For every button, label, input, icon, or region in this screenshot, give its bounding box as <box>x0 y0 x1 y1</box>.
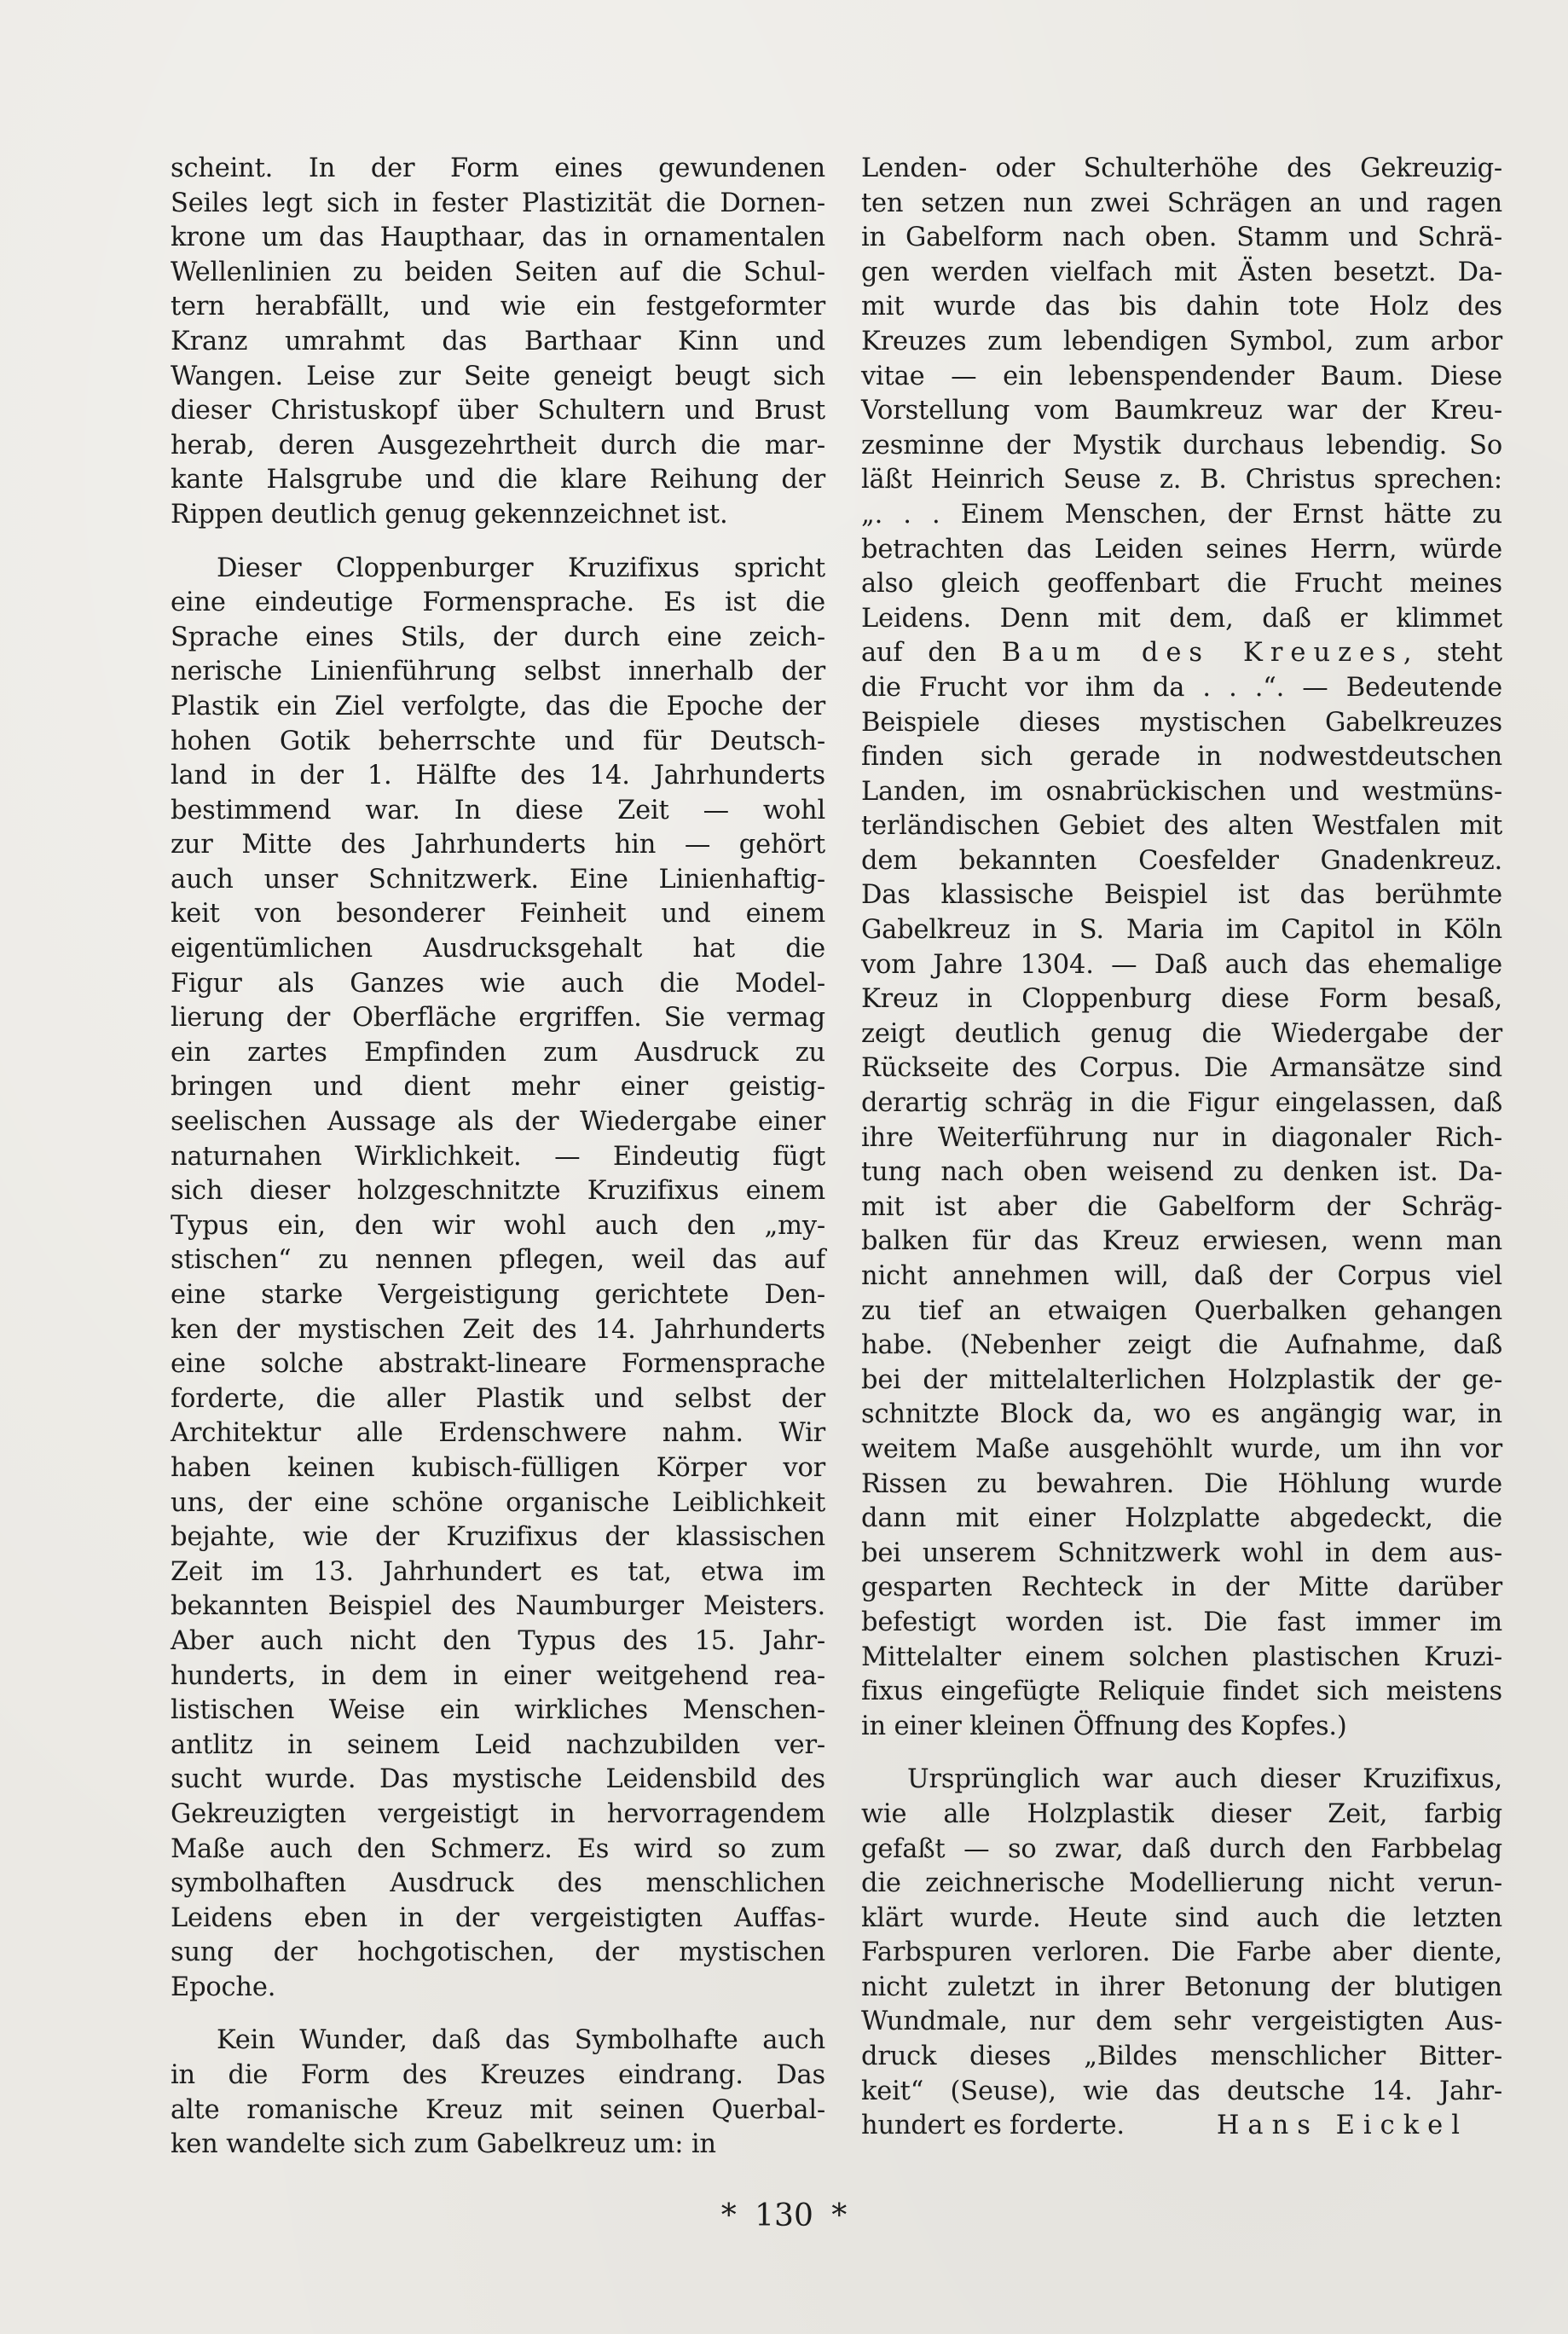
text-line: listischen Weise ein wirkliches Menschen- <box>171 1695 825 1726</box>
text-line: vom Jahre 1304. — Daß auch das ehemalige <box>861 949 1502 980</box>
text-line: bringen und dient mehr einer geistig- <box>171 1072 825 1103</box>
text-line: vitae — ein lebenspendender Baum. Diese <box>861 361 1502 391</box>
text-line: kante Halsgrube und die klare Reihung der <box>171 465 825 495</box>
text-line: nerische Linienführung selbst innerhalb der <box>171 657 825 687</box>
text-line: symbolhaften Ausdruck des menschlichen <box>171 1868 825 1899</box>
text-line: tern herabfällt, und wie ein festgeformter <box>171 292 825 322</box>
text-line: Landen, im osnabrückischen und westmüns- <box>861 776 1502 807</box>
text-line: druck dieses „Bildes menschlicher Bitter- <box>861 2042 1502 2072</box>
text-line: eine starke Vergeistigung gerichtete Den- <box>171 1280 825 1310</box>
text-line: schnitzte Block da, wo es angängig war, in <box>861 1399 1502 1430</box>
text-line: gefaßt — so zwar, daß durch den Farbbelag <box>861 1833 1502 1864</box>
text-line: also gleich geoffenbart die Frucht meines <box>861 569 1502 599</box>
text-line: Maße auch den Schmerz. Es wird so zum <box>171 1833 825 1864</box>
text-line: Gekreuzigten vergeistigt in hervorragendem <box>171 1798 825 1829</box>
text-line: weitem Maße ausgehöhlt wurde, um ihn vor <box>861 1433 1502 1464</box>
text-line: Rippen deutlich genug gekennzeichnet ist. <box>171 499 728 530</box>
text-line: seelischen Aussage als der Wiedergabe einer <box>171 1107 825 1138</box>
closing-line <box>861 2109 1502 2144</box>
text-line: die Frucht vor ihm da . . .“. — Bedeutende <box>861 672 1502 703</box>
text-line: mit wurde das bis dahin tote Holz des <box>861 292 1502 322</box>
text-line: dem bekannten Coesfelder Gnadenkreuz. <box>861 845 1502 876</box>
text-line: habe. (Nebenher zeigt die Aufnahme, daß <box>861 1330 1502 1361</box>
text-line: Wundmale, nur dem sehr vergeistigten Aus- <box>861 2007 1502 2037</box>
text-line: zur Mitte des Jahrhunderts hin — gehört <box>171 830 825 860</box>
paragraph <box>171 552 825 2006</box>
paragraph <box>861 1763 1502 2144</box>
text-line: „. . . Einem Menschen, der Ernst hätte zu <box>861 499 1502 530</box>
text-line: ken der mystischen Zeit des 14. Jahrhunderts <box>171 1314 825 1345</box>
text-line: befestigt worden ist. Die fast immer im <box>861 1607 1502 1637</box>
text-line: lierung der Oberfläche ergriffen. Sie vermag <box>171 1003 825 1034</box>
emphasized-text: Baum des Kreuzes <box>1001 638 1403 669</box>
text-line: mit ist aber die Gabelform der Schräg- <box>861 1191 1502 1222</box>
text-line: tung nach oben weisend zu denken ist. Da- <box>861 1157 1502 1188</box>
text-line: hohen Gotik beherrschte und für Deutsch- <box>171 726 825 756</box>
paragraph-gap <box>861 1744 1502 1763</box>
left-column <box>171 152 825 2163</box>
text-line: sich dieser holzgeschnitzte Kruzifixus einem <box>171 1176 825 1207</box>
text-line: Beispiele dieses mystischen Gabelkreuzes <box>861 707 1502 738</box>
text-line: eine solche abstrakt-lineare Formensprache <box>171 1349 825 1380</box>
text-line: Wangen. Leise zur Seite geneigt beugt sich <box>171 361 825 391</box>
text-line: derartig schräg in die Figur eingelassen, daß <box>861 1088 1502 1119</box>
text-line: Vorstellung vom Baumkreuz war der Kreu- <box>861 396 1502 426</box>
text-line: zesminne der Mystik durchaus lebendig. So <box>861 430 1502 460</box>
text-line: in Gabelform nach oben. Stamm und Schrä- <box>861 223 1502 253</box>
text-line: Kranz umrahmt das Barthaar Kinn und <box>171 326 825 356</box>
text-line: Rückseite des Corpus. Die Armansätze sind <box>861 1053 1502 1084</box>
text-line: eine eindeutige Formensprache. Es ist die <box>171 588 825 618</box>
text-line: Plastik ein Ziel verfolgte, das die Epoche der <box>171 691 825 721</box>
text-line: Lenden- oder Schulterhöhe des Gekreuzig- <box>861 153 1502 183</box>
text-line: Mittelalter einem solchen plastischen Kruzi- <box>861 1642 1502 1672</box>
text-line: keit“ (Seuse), wie das deutsche 14. Jahr- <box>861 2076 1502 2106</box>
text-line: nicht annehmen will, daß der Corpus viel <box>861 1261 1502 1291</box>
text-line: zu tief an etwaigen Querbalken gehangen <box>861 1295 1502 1326</box>
text-line: Rissen zu bewahren. Die Höhlung wurde <box>861 1468 1502 1499</box>
paragraph-gap <box>171 533 825 552</box>
text-line: in die Form des Kreuzes eindrang. Das <box>171 2060 825 2091</box>
text-line: antlitz in seinem Leid nachzubilden ver- <box>171 1729 825 1760</box>
text-line: bei der mittelalterlichen Holzplastik der ge- <box>861 1364 1502 1395</box>
author-signature: Hans Eickel <box>1216 2111 1468 2141</box>
text-line: finden sich gerade in nodwestdeutschen <box>861 742 1502 773</box>
text-line: Leidens eben in der vergeistigten Auffas- <box>171 1903 825 1933</box>
text-line: die zeichnerische Modellierung nicht verun- <box>861 1868 1502 1899</box>
paragraph <box>171 152 825 533</box>
text-line: gesparten Rechteck in der Mitte darüber <box>861 1572 1502 1603</box>
text-line: herab, deren Ausgezehrtheit durch die mar- <box>171 430 825 460</box>
text-line: hundert es forderte. <box>861 2111 1125 2141</box>
text-line: Epoche. <box>171 1972 276 2002</box>
text-line: ken wandelte sich zum Gabelkreuz um: in <box>171 2129 716 2160</box>
text-line: sucht wurde. Das mystische Leidensbild des <box>171 1764 825 1795</box>
text-line: Dieser Cloppenburger Kruzifixus spricht <box>217 553 825 583</box>
paragraph <box>171 2024 825 2162</box>
text-line: läßt Heinrich Seuse z. B. Christus sprechen: <box>861 465 1502 495</box>
page-number: * 130 * <box>720 2198 848 2233</box>
right-column <box>861 152 1502 2144</box>
text-line: bestimmend war. In diese Zeit — wohl <box>171 795 825 825</box>
text-line: ihre Weiterführung nur in diagonaler Rich- <box>861 1122 1502 1153</box>
text-line: bei unserem Schnitzwerk wohl in dem aus- <box>861 1538 1502 1568</box>
text-line: keit von besonderer Feinheit und einem <box>171 899 825 930</box>
text-line: terländischen Gebiet des alten Westfalen mit <box>861 811 1502 842</box>
text-line: dieser Christuskopf über Schultern und Brust <box>171 396 825 426</box>
text-line: nicht zuletzt in ihrer Betonung der blutigen <box>861 1972 1502 2002</box>
text-line: klärt wurde. Heute sind auch die letzten <box>861 1903 1502 1933</box>
text-line: haben keinen kubisch-fülligen Körper vor <box>171 1452 825 1483</box>
text-line: Sprache eines Stils, der durch eine zeich- <box>171 622 825 652</box>
text-line: ein zartes Empfinden zum Ausdruck zu <box>171 1037 825 1068</box>
text-line: scheint. In der Form eines gewundenen <box>171 153 825 183</box>
text-line: forderte, die aller Plastik und selbst der <box>171 1383 825 1414</box>
text-line: Gabelkreuz in S. Maria im Capitol in Köln <box>861 915 1502 946</box>
text-line: auch unser Schnitzwerk. Eine Linienhaftig- <box>171 864 825 895</box>
text-line: naturnahen Wirklichkeit. — Eindeutig fügt <box>171 1141 825 1172</box>
text-line: fixus eingefügte Reliquie findet sich meistens <box>861 1677 1502 1707</box>
text-line: Zeit im 13. Jahrhundert es tat, etwa im <box>171 1556 825 1587</box>
paragraph <box>861 152 1502 1744</box>
text-line: Kein Wunder, daß das Symbolhafte auch <box>217 2025 825 2056</box>
text-line: eigentümlichen Ausdrucksgehalt hat die <box>171 934 825 964</box>
text-line: dann mit einer Holzplatte abgedeckt, die <box>861 1503 1502 1534</box>
text-line: land in der 1. Hälfte des 14. Jahrhunderts <box>171 761 825 791</box>
text-line: bejahte, wie der Kruzifixus der klassischen <box>171 1522 825 1553</box>
text-line: Seiles legt sich in fester Plastizität die Dornen- <box>171 188 825 218</box>
text-line: zeigt deutlich genug die Wiedergabe der <box>861 1018 1502 1049</box>
text-line: Leidens. Denn mit dem, daß er klimmet <box>861 603 1502 634</box>
text-line: sung der hochgotischen, der mystischen <box>171 1937 825 1968</box>
text-line: Das klassische Beispiel ist das berühmte <box>861 880 1502 911</box>
text-line: bekannten Beispiel des Naumburger Meisters. <box>171 1591 825 1622</box>
text-line: Kreuz in Cloppenburg diese Form besaß, <box>861 984 1502 1015</box>
text-line: Aber auch nicht den Typus des 15. Jahr- <box>171 1625 825 1656</box>
text-line: in einer kleinen Öffnung des Kopfes.) <box>861 1711 1347 1741</box>
text-line: Kreuzes zum lebendigen Symbol, zum arbor <box>861 326 1502 356</box>
text-line: gen werden vielfach mit Ästen besetzt. Da- <box>861 257 1502 287</box>
text-line: balken für das Kreuz erwiesen, wenn man <box>861 1226 1502 1257</box>
text-line: wie alle Holzplastik dieser Zeit, farbig <box>861 1798 1502 1829</box>
text-line: Architektur alle Erdenschwere nahm. Wir <box>171 1418 825 1449</box>
paragraph-gap <box>171 2005 825 2024</box>
text-line: ten setzen nun zwei Schrägen an und ragen <box>861 188 1502 218</box>
text-line: alte romanische Kreuz mit seinen Querbal- <box>171 2094 825 2125</box>
text-line: betrachten das Leiden seines Herrn, würde <box>861 534 1502 565</box>
text-line: Ursprünglich war auch dieser Kruzifixus, <box>907 1764 1502 1795</box>
text-line: Figur als Ganzes wie auch die Model- <box>171 968 825 999</box>
text-line: auf den Baum des Kreuzes, steht <box>861 638 1502 669</box>
text-line: Typus ein, den wir wohl auch den „my- <box>171 1210 825 1241</box>
text-line: Farbspuren verloren. Die Farbe aber diente, <box>861 1937 1502 1968</box>
text-line: hunderts, in dem in einer weitgehend rea- <box>171 1660 825 1691</box>
text-line: Wellenlinien zu beiden Seiten auf die Schul- <box>171 257 825 287</box>
text-line: uns, der eine schöne organische Leiblichkeit <box>171 1487 825 1518</box>
text-line: krone um das Haupthaar, das in ornamentalen <box>171 223 825 253</box>
text-line: stischen“ zu nennen pflegen, weil das auf <box>171 1245 825 1276</box>
